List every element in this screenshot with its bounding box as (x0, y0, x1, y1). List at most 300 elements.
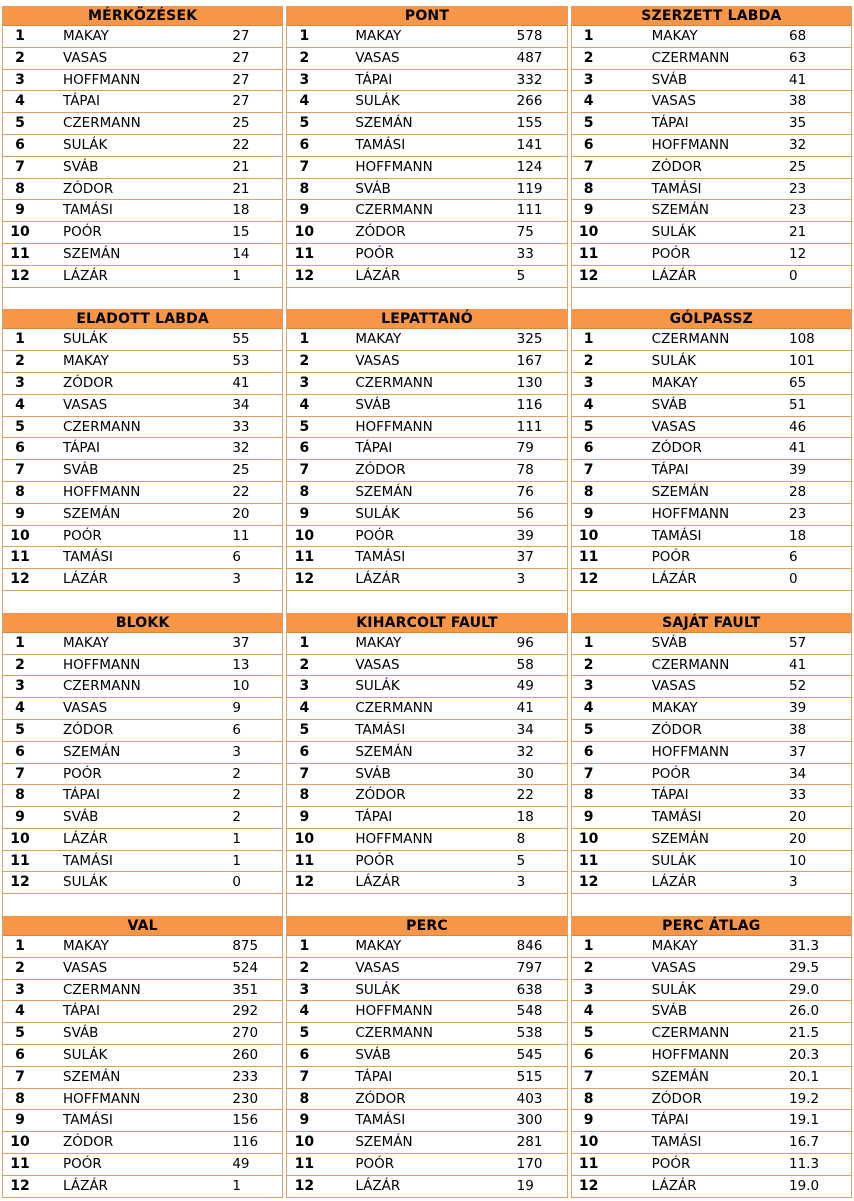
stat-value: 548 (516, 1003, 543, 1020)
rank-cell: 9 (583, 202, 594, 219)
table-row (572, 655, 851, 677)
stat-table-perc-atlag (571, 916, 852, 1198)
rank-cell: 10 (294, 224, 315, 241)
stat-value: 19.2 (789, 1090, 820, 1107)
player-name: HOFFMANN (651, 505, 730, 522)
stat-value: 35 (789, 115, 807, 132)
stat-value: 37 (789, 743, 807, 760)
rank-cell: 2 (583, 959, 594, 976)
stat-value: 10 (232, 678, 250, 695)
player-name: HOFFMANN (355, 830, 433, 847)
table-row (572, 157, 851, 179)
player-name: ZÓDOR (355, 1090, 406, 1107)
rank-cell: 4 (299, 396, 310, 413)
stat-value: 79 (516, 440, 534, 457)
rank-cell: 12 (578, 874, 599, 891)
stats-tables-grid (0, 6, 854, 1198)
table-row (3, 980, 282, 1002)
stat-value: 49 (232, 1156, 250, 1173)
stat-value: 57 (789, 634, 807, 651)
table-row (572, 1154, 851, 1176)
table-row (572, 698, 851, 720)
rank-cell: 1 (583, 28, 594, 44)
stat-value: 797 (516, 959, 543, 976)
stat-value: 15 (232, 224, 250, 241)
stat-value: 111 (516, 418, 543, 435)
stat-value: 12 (789, 245, 807, 262)
table-row (3, 48, 282, 70)
rank-cell: 10 (578, 224, 599, 241)
rank-cell: 5 (299, 418, 310, 435)
table-title: PONT (287, 6, 566, 26)
player-name: SZEMÁN (63, 743, 121, 760)
stat-value: 875 (232, 938, 259, 955)
rank-cell: 2 (583, 353, 594, 370)
rank-cell: 3 (299, 71, 310, 88)
player-name: TAMÁSI (355, 721, 406, 738)
table-title: LEPATTANÓ (287, 309, 566, 329)
table-row (3, 1176, 282, 1198)
table-row (572, 1045, 851, 1067)
player-name: HOFFMANN (63, 656, 141, 673)
player-name: SZEMÁN (651, 483, 709, 500)
player-name: CZERMANN (651, 331, 730, 348)
table-row (572, 829, 851, 851)
rank-cell: 10 (10, 527, 30, 544)
rank-cell: 9 (583, 809, 594, 826)
rank-cell: 2 (15, 353, 25, 370)
table-title: MÉRKŐZÉSEK (3, 6, 282, 26)
stat-value: 20 (789, 830, 807, 847)
table-row (287, 526, 566, 548)
rank-cell: 11 (10, 245, 30, 262)
player-name: CZERMANN (63, 678, 141, 695)
rank-cell: 4 (15, 700, 25, 717)
player-name: LÁZÁR (355, 267, 401, 284)
rank-cell: 4 (299, 700, 310, 717)
rank-cell: 1 (15, 331, 25, 348)
table-row (3, 698, 282, 720)
stat-value: 230 (232, 1090, 259, 1107)
player-name: CZERMANN (651, 656, 730, 673)
rank-cell: 1 (299, 938, 310, 955)
stat-value: 0 (789, 571, 798, 588)
stat-value: 292 (232, 1003, 259, 1020)
stat-value: 119 (516, 180, 543, 197)
rank-cell: 6 (15, 136, 25, 153)
player-name: SVÁB (355, 765, 391, 782)
table-row (287, 222, 566, 244)
table-row (287, 1089, 566, 1111)
stat-value: 270 (232, 1025, 259, 1042)
table-row (287, 351, 566, 373)
stat-value: 65 (789, 374, 807, 391)
player-name: TÁPAI (355, 1068, 393, 1085)
rank-cell: 9 (15, 1112, 25, 1129)
table-row (3, 851, 282, 873)
rank-cell: 1 (15, 938, 25, 955)
player-name: CZERMANN (355, 700, 433, 717)
player-name: HOFFMANN (355, 1003, 433, 1020)
player-name: SULÁK (63, 331, 108, 348)
table-row (287, 438, 566, 460)
rank-cell: 10 (10, 1134, 30, 1151)
rank-cell: 9 (583, 1112, 594, 1129)
player-name: POÓR (63, 765, 102, 782)
stat-value: 46 (789, 418, 807, 435)
player-name: TÁPAI (355, 71, 393, 88)
table-row (287, 417, 566, 439)
player-name: TÁPAI (63, 440, 100, 457)
stat-value: 20 (789, 809, 807, 826)
rank-cell: 6 (15, 1047, 25, 1064)
stat-value: 8 (516, 830, 526, 847)
stat-value: 16.7 (789, 1134, 820, 1151)
table-row (287, 329, 566, 351)
table-title: BLOKK (3, 613, 282, 633)
player-name: SZEMÁN (355, 483, 413, 500)
rank-cell: 7 (15, 1068, 25, 1085)
table-row (572, 547, 851, 569)
rank-cell: 9 (299, 505, 310, 522)
player-name: CZERMANN (651, 1025, 730, 1042)
player-name: HOFFMANN (651, 743, 730, 760)
player-name: TAMÁSI (651, 1134, 702, 1151)
player-name: ZÓDOR (651, 158, 702, 175)
rank-cell: 5 (583, 1025, 594, 1042)
table-row (572, 1001, 851, 1023)
stat-value: 37 (516, 549, 534, 566)
table-row (572, 417, 851, 439)
player-name: VASAS (651, 418, 696, 435)
player-name: POÓR (355, 1156, 395, 1173)
rank-cell: 9 (299, 809, 310, 826)
rank-cell: 4 (583, 396, 594, 413)
player-name: SULÁK (651, 852, 697, 869)
player-name: SVÁB (355, 180, 391, 197)
stat-value: 41 (232, 374, 250, 391)
rank-cell: 7 (583, 158, 594, 175)
stat-value: 403 (516, 1090, 543, 1107)
table-row (287, 655, 566, 677)
player-name: POÓR (355, 527, 395, 544)
rank-cell: 3 (583, 374, 594, 391)
player-name: SVÁB (651, 396, 688, 413)
player-name: HOFFMANN (63, 1090, 141, 1107)
rank-cell: 7 (15, 158, 25, 175)
stat-value: 76 (516, 483, 534, 500)
table-row (3, 244, 282, 266)
player-name: HOFFMANN (63, 483, 141, 500)
player-name: SULÁK (355, 505, 400, 522)
rank-cell: 12 (578, 267, 599, 284)
rank-cell: 8 (299, 1090, 310, 1107)
stat-table-pont (286, 6, 567, 309)
player-name: VASAS (355, 656, 400, 673)
table-row (572, 1023, 851, 1045)
player-name: LÁZÁR (355, 874, 401, 891)
player-name: SVÁB (651, 71, 688, 88)
table-row (287, 764, 566, 786)
rank-cell: 10 (294, 830, 315, 847)
player-name: VASAS (63, 396, 108, 413)
player-name: LÁZÁR (651, 571, 697, 588)
stat-value: 38 (789, 93, 807, 110)
table-row (287, 91, 566, 113)
rank-cell: 2 (15, 959, 25, 976)
player-name: TAMÁSI (355, 1112, 406, 1129)
rank-cell: 11 (578, 245, 599, 262)
rank-cell: 1 (583, 634, 594, 651)
stat-value: 33 (232, 418, 250, 435)
table-row (287, 936, 566, 958)
table-row (3, 200, 282, 222)
stat-value: 3 (232, 743, 241, 760)
player-name: VASAS (63, 959, 108, 976)
table-row (572, 395, 851, 417)
player-name: MAKAY (355, 938, 402, 955)
table-row (287, 113, 566, 135)
table-row (3, 1132, 282, 1154)
stat-value: 2 (232, 809, 241, 826)
table-footer-spacer (572, 591, 851, 613)
table-row (572, 70, 851, 92)
table-row (287, 244, 566, 266)
rank-cell: 9 (299, 1112, 310, 1129)
player-name: ZÓDOR (355, 787, 406, 804)
player-name: VASAS (651, 959, 696, 976)
stat-value: 39 (789, 462, 807, 479)
player-name: MAKAY (63, 634, 109, 651)
stat-value: 538 (516, 1025, 543, 1042)
table-row (572, 633, 851, 655)
rank-cell: 7 (299, 462, 310, 479)
table-row (3, 764, 282, 786)
player-name: LÁZÁR (63, 1177, 108, 1194)
rank-cell: 7 (299, 1068, 310, 1085)
rank-cell: 1 (299, 331, 310, 348)
table-row (572, 742, 851, 764)
stat-value: 51 (789, 396, 807, 413)
player-name: ZÓDOR (63, 721, 114, 738)
stat-value: 22 (232, 136, 250, 153)
table-row (287, 373, 566, 395)
stat-value: 141 (516, 136, 543, 153)
player-name: SULÁK (63, 1047, 108, 1064)
rank-cell: 1 (15, 634, 25, 651)
stat-value: 19 (516, 1177, 534, 1194)
stat-value: 116 (232, 1134, 259, 1151)
stat-value: 20.1 (789, 1068, 820, 1085)
player-name: SVÁB (355, 396, 391, 413)
stat-value: 300 (516, 1112, 543, 1129)
table-row (572, 113, 851, 135)
rank-cell: 2 (15, 49, 25, 66)
stat-value: 846 (516, 938, 543, 955)
rank-cell: 7 (299, 158, 310, 175)
table-row (3, 676, 282, 698)
player-name: LÁZÁR (355, 571, 401, 588)
stat-value: 6 (232, 549, 241, 566)
table-row (572, 764, 851, 786)
rank-cell: 8 (583, 483, 594, 500)
player-name: MAKAY (651, 938, 698, 955)
player-name: HOFFMANN (355, 158, 433, 175)
player-name: ZÓDOR (651, 1090, 702, 1107)
stat-value: 2 (232, 765, 241, 782)
rank-cell: 9 (15, 202, 25, 219)
player-name: SZEMÁN (63, 1068, 121, 1085)
table-row (3, 1045, 282, 1067)
stat-value: 37 (232, 634, 250, 651)
rank-cell: 10 (294, 1134, 315, 1151)
stat-value: 63 (789, 49, 807, 66)
table-row (287, 547, 566, 569)
rank-cell: 8 (299, 483, 310, 500)
table-row (572, 244, 851, 266)
stat-value: 41 (789, 440, 807, 457)
player-name: ZÓDOR (651, 721, 702, 738)
stat-value: 78 (516, 462, 534, 479)
stat-value: 0 (232, 874, 241, 891)
table-title: SAJÁT FAULT (572, 613, 851, 633)
stat-value: 524 (232, 959, 259, 976)
rank-cell: 7 (15, 462, 25, 479)
stat-value: 3 (232, 571, 241, 588)
stat-value: 108 (789, 331, 815, 348)
table-title: PERC (287, 916, 566, 936)
table-row (287, 48, 566, 70)
table-row (3, 438, 282, 460)
stat-value: 53 (232, 353, 250, 370)
rank-cell: 11 (578, 852, 599, 869)
table-row (3, 351, 282, 373)
table-row (3, 526, 282, 548)
stat-value: 578 (516, 28, 543, 44)
table-row (3, 958, 282, 980)
player-name: SZEMÁN (355, 1134, 413, 1151)
player-name: TÁPAI (63, 787, 100, 804)
player-name: ZÓDOR (355, 224, 406, 241)
stat-value: 39 (789, 700, 807, 717)
rank-cell: 12 (294, 267, 315, 284)
player-name: TÁPAI (651, 1112, 689, 1129)
table-row (572, 222, 851, 244)
rank-cell: 10 (294, 527, 315, 544)
rank-cell: 3 (299, 374, 310, 391)
stat-value: 41 (789, 71, 807, 88)
player-name: VASAS (63, 700, 108, 717)
rank-cell: 3 (15, 981, 25, 998)
stat-value: 27 (232, 28, 250, 44)
player-name: TÁPAI (63, 93, 100, 110)
table-row (287, 1132, 566, 1154)
rank-cell: 4 (299, 93, 310, 110)
table-row (572, 460, 851, 482)
rank-cell: 6 (15, 440, 25, 457)
player-name: POÓR (651, 245, 691, 262)
stat-value: 34 (789, 765, 807, 782)
stat-table-lepattano (286, 309, 567, 612)
table-row (287, 1023, 566, 1045)
player-name: LÁZÁR (63, 571, 108, 588)
table-row (287, 742, 566, 764)
stat-value: 19.0 (789, 1177, 820, 1194)
rank-cell: 4 (583, 93, 594, 110)
stat-value: 9 (232, 700, 241, 717)
table-row (3, 373, 282, 395)
table-row (287, 504, 566, 526)
rank-cell: 11 (578, 549, 599, 566)
table-row (287, 676, 566, 698)
player-name: TAMÁSI (63, 202, 113, 219)
rank-cell: 11 (294, 549, 315, 566)
table-row (287, 1154, 566, 1176)
table-footer-spacer (3, 288, 282, 310)
stat-value: 487 (516, 49, 543, 66)
player-name: ZÓDOR (63, 374, 114, 391)
player-name: SVÁB (63, 158, 99, 175)
player-name: POÓR (63, 224, 102, 241)
player-name: SULÁK (355, 93, 400, 110)
player-name: TAMÁSI (651, 809, 702, 826)
table-row (572, 980, 851, 1002)
player-name: LÁZÁR (63, 830, 108, 847)
stat-value: 21 (789, 224, 807, 241)
rank-cell: 6 (583, 743, 594, 760)
table-row (3, 785, 282, 807)
player-name: MAKAY (651, 700, 698, 717)
stat-value: 26.0 (789, 1003, 820, 1020)
stat-value: 170 (516, 1156, 543, 1173)
table-row (572, 872, 851, 894)
table-row (572, 851, 851, 873)
stat-value: 34 (516, 721, 534, 738)
player-name: MAKAY (63, 28, 109, 44)
stat-value: 11.3 (789, 1156, 820, 1173)
table-row (287, 1110, 566, 1132)
player-name: ZÓDOR (355, 462, 406, 479)
stat-value: 545 (516, 1047, 543, 1064)
rank-cell: 5 (299, 1025, 310, 1042)
table-row (3, 222, 282, 244)
table-row (3, 742, 282, 764)
stat-value: 1 (232, 267, 241, 284)
player-name: SVÁB (63, 462, 99, 479)
table-row (287, 785, 566, 807)
player-name: TÁPAI (651, 462, 689, 479)
table-row (572, 373, 851, 395)
stat-value: 28 (789, 483, 807, 500)
player-name: CZERMANN (63, 981, 141, 998)
stat-value: 32 (789, 136, 807, 153)
stat-value: 68 (789, 28, 807, 44)
stat-value: 27 (232, 49, 250, 66)
rank-cell: 3 (583, 71, 594, 88)
table-row (3, 395, 282, 417)
player-name: HOFFMANN (63, 71, 141, 88)
player-name: SULÁK (355, 678, 400, 695)
table-row (287, 829, 566, 851)
table-row (287, 460, 566, 482)
rank-cell: 3 (583, 678, 594, 695)
stat-value: 18 (232, 202, 250, 219)
stat-value: 281 (516, 1134, 543, 1151)
rank-cell: 8 (583, 180, 594, 197)
rank-cell: 6 (299, 743, 310, 760)
player-name: MAKAY (651, 28, 698, 44)
player-name: CZERMANN (63, 115, 141, 132)
